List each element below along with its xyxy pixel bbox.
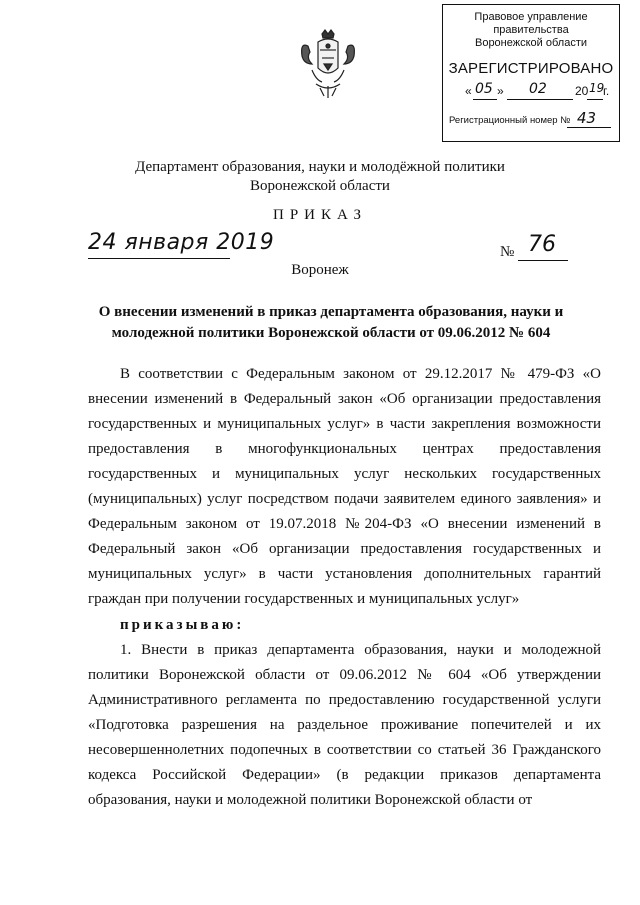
order-body <box>88 362 601 813</box>
title-line1: О внесении изменений в приказ департамента образования, науки и <box>98 304 564 320</box>
registration-stamp <box>442 4 620 142</box>
number-underline <box>518 260 568 261</box>
department-line2: Воронежской области <box>250 178 390 194</box>
stamp-date-row: « 05 » 02 20 19 г. <box>465 81 610 98</box>
stamp-day: 05 <box>475 81 493 97</box>
stamp-reg-row <box>449 109 619 135</box>
coat-of-arms-icon <box>298 28 358 100</box>
stamp-registered: ЗАРЕГИСТРИРОВАНО <box>448 60 614 77</box>
department-line1: Департамент образования, науки и молодёжной политики <box>135 159 505 175</box>
document-type: ПРИКАЗ <box>273 207 367 223</box>
order-title <box>88 302 574 344</box>
stamp-line1: Правовое управление правительства <box>474 11 588 36</box>
stamp-reg-label: Регистрационный номер № <box>449 115 571 126</box>
stamp-line2: Воронежской области <box>474 37 587 49</box>
order-number: 76 <box>528 232 556 257</box>
stamp-year-suffix: г. <box>603 84 610 98</box>
order-word: приказываю: <box>120 617 245 633</box>
number-label: № <box>500 244 515 260</box>
date-underline <box>88 258 230 259</box>
stamp-reg-number: 43 <box>577 109 597 127</box>
department-name <box>0 158 640 196</box>
city-name: Воронеж <box>291 262 349 278</box>
stamp-month: 02 <box>529 81 547 97</box>
stamp-year-hand: 19 <box>589 81 605 95</box>
clause-1-paragraph: 1. Внести в приказ департамента образования, науки и молодежной политики Воронежской области от 09.06.2012 № 604 «Об утверждении Административного регламента по предоставлению государственной услуги «Подготовка разрешения на раздельное проживание попечителей и их несовершеннолетних подопечных в соответствии со статьей 36 Гражданского кодекса Российской Федерации» (в редакции приказов департамента образования, науки и молодежной политики Воронежской области от <box>88 642 601 808</box>
title-line2: молодежной политики Воронежской области от 09.06.2012 № 604 <box>111 325 551 341</box>
handwritten-date: 24 января 2019 <box>88 230 275 255</box>
preamble-paragraph: В соответствии с Федеральным законом от 29.12.2017 № 479-ФЗ «О внесении изменений в Федеральный закон «Об организации предоставления государственных и муниципальных услуг» в части закрепления возможности предоставления в многофункциональных центрах предоставления государственных и муниципальных услуг нескольких государственных (муниципальных) услуг посредством подачи заявителем единого заявления» и Федеральным законом от 19.07.2018 №204-ФЗ «О внесении изменений в Федеральный закон «Об организации предоставления государственных и муниципальных услуг» в части установления дополнительных гарантий граждан при получении государственных и муниципальных услуг» <box>88 366 601 607</box>
stamp-year-prefix: 20 <box>575 84 589 98</box>
